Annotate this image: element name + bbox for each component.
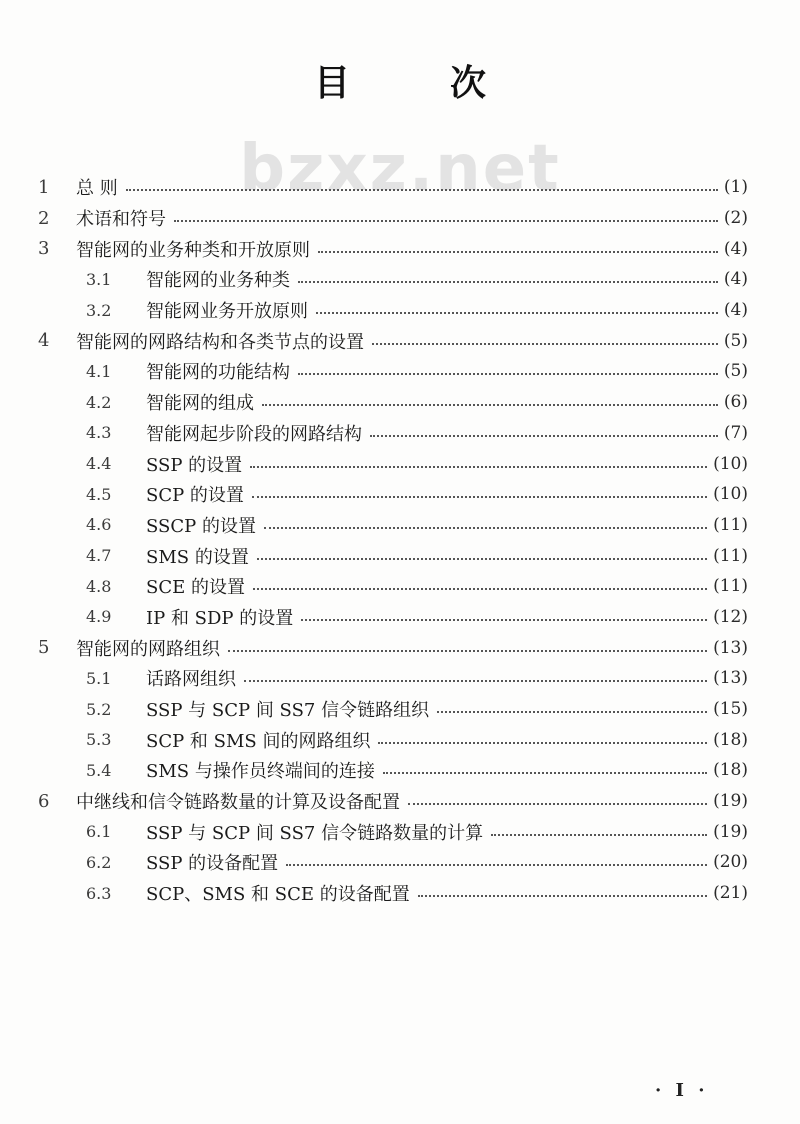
toc-entry-number: 4.2 [86,392,112,412]
toc-entry-number: 3.1 [86,269,112,289]
toc-entry-page: (11) [713,576,748,597]
toc-entry-title: 智能网起步阶段的网路结构 [146,423,362,445]
toc-entry-title: 术语和符号 [76,209,166,231]
toc-entry-title: SMS 的设置 [146,546,249,568]
toc-dot-leader [257,558,707,560]
toc-entry-number: 4.4 [86,454,112,474]
toc-entry-title: 智能网的组成 [146,393,254,415]
table-of-contents [38,172,748,909]
toc-dot-leader [174,220,718,222]
toc-entry-page: (13) [713,637,748,658]
toc-entry-title: 智能网的功能结构 [146,362,290,384]
toc-entry[interactable] [38,325,748,356]
toc-entry-title: IP 和 SDP 的设置 [146,607,294,629]
toc-entry[interactable] [38,816,748,847]
toc-entry-number: 1 [38,176,50,198]
toc-entry[interactable] [38,295,748,326]
toc-entry-title: SSP 的设备配置 [146,853,279,875]
toc-entry-number: 4.6 [86,515,112,535]
toc-dot-leader [298,281,718,283]
toc-entry-page: (21) [713,883,748,904]
toc-entry-page: (18) [713,760,748,781]
toc-entry-page: (20) [713,852,748,873]
toc-entry[interactable] [38,172,748,203]
toc-entry-number: 3 [38,238,50,260]
toc-entry-number: 4.8 [86,576,112,596]
toc-dot-leader [244,680,707,682]
toc-entry[interactable] [38,203,748,234]
toc-entry-number: 4 [38,330,50,352]
toc-entry-number: 2 [38,207,50,229]
watermark: bzxz.net [239,132,561,206]
toc-entry-page: (2) [723,208,748,229]
toc-entry[interactable] [38,479,748,510]
toc-entry-page: (19) [713,791,748,812]
toc-dot-leader [383,772,707,774]
toc-entry-number: 4.1 [86,361,112,381]
toc-entry[interactable] [38,540,748,571]
toc-entry-page: (11) [713,514,748,535]
toc-entry[interactable] [38,878,748,909]
toc-dot-leader [408,803,707,805]
toc-entry[interactable] [38,233,748,264]
toc-entry-title: SCE 的设置 [146,577,245,599]
toc-dot-leader [491,834,707,836]
toc-entry-title: 智能网业务开放原则 [146,301,308,323]
toc-dot-leader [262,404,718,406]
toc-dot-leader [301,619,707,621]
toc-entry-number: 5.3 [86,730,112,750]
toc-entry[interactable] [38,571,748,602]
toc-entry-number: 4.9 [86,607,112,627]
toc-entry-title: SSCP 的设置 [146,515,256,537]
page-title: 目次 [313,63,586,104]
toc-entry-title: SSP 与 SCP 间 SS7 信令链路数量的计算 [146,822,484,844]
toc-entry-number: 5.1 [86,668,112,688]
toc-entry-number: 6.3 [86,883,112,903]
toc-dot-leader [298,373,718,375]
toc-entry-number: 6.1 [86,822,112,842]
toc-entry-page: (18) [713,729,748,750]
toc-entry-number: 5.2 [86,699,112,719]
toc-entry-page: (7) [723,422,748,443]
toc-entry-title: SCP 的设置 [146,485,244,507]
toc-entry-page: (5) [723,361,748,382]
toc-entry[interactable] [38,602,748,633]
toc-entry-page: (12) [713,606,748,627]
page-number: · I · [655,1080,709,1101]
toc-entry-title: 总 则 [76,178,118,200]
toc-dot-leader [250,466,707,468]
toc-entry-title: SSP 的设置 [146,454,243,476]
toc-entry-page: (13) [713,668,748,689]
toc-dot-leader [126,189,718,191]
toc-entry-title: 智能网的业务种类和开放原则 [76,239,310,261]
toc-entry[interactable] [38,448,748,479]
toc-entry[interactable] [38,755,748,786]
toc-entry-page: (10) [713,453,748,474]
toc-entry-title: 话路网组织 [146,669,236,691]
toc-entry-page: (6) [723,392,748,413]
toc-entry-number: 5.4 [86,760,112,780]
toc-entry-page: (19) [713,821,748,842]
toc-dot-leader [286,864,707,866]
toc-entry-page: (4) [723,269,748,290]
toc-entry-title: 智能网的网路结构和各类节点的设置 [76,331,364,353]
toc-entry[interactable] [38,387,748,418]
toc-entry-title: SSP 与 SCP 间 SS7 信令链路组织 [146,700,430,722]
toc-dot-leader [418,895,707,897]
toc-dot-leader [318,251,718,253]
toc-entry[interactable] [38,663,748,694]
toc-dot-leader [370,435,718,437]
toc-dot-leader [253,588,707,590]
toc-entry-title: 智能网的网路组织 [76,638,220,660]
toc-entry-page: (1) [723,177,748,198]
toc-dot-leader [378,742,707,744]
toc-entry-page: (4) [723,238,748,259]
toc-entry-page: (10) [713,484,748,505]
toc-dot-leader [252,496,707,498]
toc-entry-title: 智能网的业务种类 [146,270,290,292]
toc-entry-number: 4.7 [86,546,112,566]
toc-entry-page: (5) [723,330,748,351]
toc-dot-leader [372,343,718,345]
toc-entry[interactable] [38,724,748,755]
toc-entry[interactable] [38,847,748,878]
toc-entry-title: 中继线和信令链路数量的计算及设备配置 [76,792,400,814]
toc-entry-number: 6.2 [86,852,112,872]
toc-entry-number: 3.2 [86,300,112,320]
toc-entry[interactable] [38,418,748,449]
toc-entry[interactable] [38,264,748,295]
toc-entry-number: 5 [38,637,50,659]
toc-entry[interactable] [38,694,748,725]
toc-entry-number: 4.5 [86,484,112,504]
toc-entry-title: SCP、SMS 和 SCE 的设备配置 [146,884,410,906]
toc-dot-leader [228,650,707,652]
toc-entry-number: 4.3 [86,423,112,443]
toc-entry-number: 6 [38,790,50,812]
toc-entry-page: (4) [723,300,748,321]
toc-entry[interactable] [38,786,748,817]
toc-entry-title: SMS 与操作员终端间的连接 [146,761,375,783]
toc-entry[interactable] [38,356,748,387]
toc-entry-page: (15) [713,699,748,720]
toc-dot-leader [437,711,707,713]
toc-entry-title: SCP 和 SMS 间的网路组织 [146,730,371,752]
toc-dot-leader [316,312,718,314]
toc-dot-leader [264,527,707,529]
toc-entry-page: (11) [713,545,748,566]
toc-entry[interactable] [38,632,748,663]
toc-entry[interactable] [38,510,748,541]
